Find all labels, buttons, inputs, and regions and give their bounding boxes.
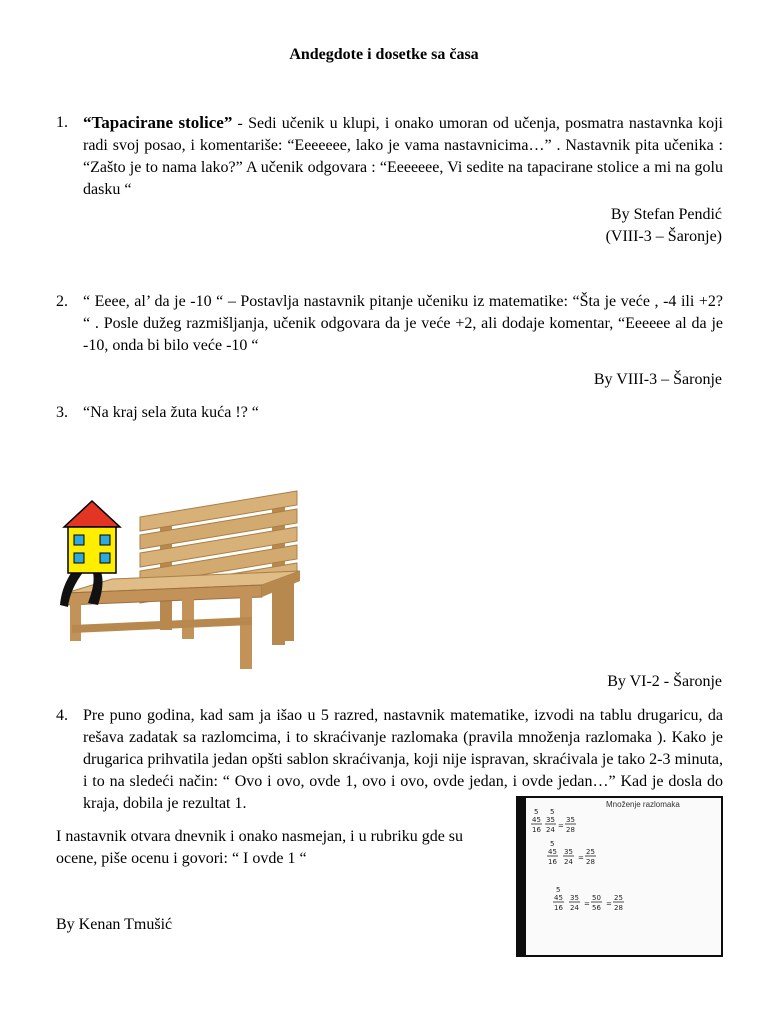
svg-text:35: 35 <box>546 816 555 824</box>
anecdote-1-text <box>83 112 723 201</box>
anecdote-4-continued: I nastavnik otvara dnevnik i onako nasmejan, i u rubriku gde su ocene, piše ocenu i govori: “ I ovde 1 “ <box>56 828 464 867</box>
svg-text:50: 50 <box>592 894 601 902</box>
svg-text:5: 5 <box>550 840 555 848</box>
anecdote-1-title: “Tapacirane stolice” <box>83 113 233 132</box>
svg-text:35: 35 <box>564 848 573 856</box>
anecdote-2 <box>56 291 723 357</box>
item-number: 4. <box>56 707 68 724</box>
svg-text:45: 45 <box>532 816 541 824</box>
svg-text:5: 5 <box>534 808 539 816</box>
anecdote-1 <box>56 112 723 201</box>
svg-text:35: 35 <box>566 816 575 824</box>
anecdote-3 <box>56 402 723 424</box>
svg-text:16: 16 <box>532 826 541 834</box>
item-number: 2. <box>56 293 68 310</box>
whiteboard <box>526 798 721 955</box>
svg-text:35: 35 <box>570 894 579 902</box>
svg-text:25: 25 <box>586 848 595 856</box>
svg-text:=: = <box>558 822 564 830</box>
svg-text:=: = <box>606 900 612 908</box>
svg-text:28: 28 <box>614 904 623 912</box>
byline-2: By VIII-3 – Šaronje <box>593 371 722 388</box>
svg-text:16: 16 <box>554 904 563 912</box>
svg-text:56: 56 <box>592 904 601 912</box>
byline-3: By VI-2 - Šaronje <box>607 673 722 690</box>
page-title: Andegdote i dosetke sa časa <box>289 46 479 63</box>
svg-text:=: = <box>578 854 584 862</box>
byline-1: By Stefan Pendić <box>610 206 722 223</box>
svg-text:25: 25 <box>614 894 623 902</box>
item-number: 3. <box>56 404 68 421</box>
anecdote-3-text: “Na kraj sela žuta kuća !? “ <box>83 404 259 421</box>
svg-text:=: = <box>584 900 590 908</box>
photo-caption: Množenje razlomaka <box>606 800 680 809</box>
handwritten-fractions <box>526 798 721 955</box>
byline-4: By Kenan Tmušić <box>56 916 173 933</box>
fraction-photo <box>516 796 723 957</box>
svg-text:45: 45 <box>554 894 563 902</box>
bench-house-illustration <box>52 475 302 685</box>
svg-text:24: 24 <box>570 904 579 912</box>
anecdote-2-text: “ Eeee, al’ da je -10 “ – Postavlja nastavnik pitanje učeniku iz matematike: “Šta je veće , -4 ili +2? “ . Posle dužeg razmišljanja, učenik odgovara da je veće +2, ali dodaje komentar, “Eeeeee al da je -10, onda bi bilo veće -10 “ <box>83 293 723 354</box>
svg-text:28: 28 <box>586 858 595 866</box>
byline-1-class: (VIII-3 – Šaronje) <box>605 228 722 245</box>
anecdote-1-body: - Sedi učenik u klupi, i onako umoran od učenja, posmatra nastavnka koji radi svoj posao, i komentariše: “Eeeeeee, lako je vama nastavnicima…” . Nastavnik pita učenika : “Zašto je to nama lako?” A učenik odgovara : “Eeeeeee, Vi sedite na tapacirane stolice a mi na golu dasku “ <box>83 115 723 198</box>
svg-text:16: 16 <box>548 858 557 866</box>
svg-text:5: 5 <box>556 886 561 894</box>
svg-text:5: 5 <box>550 808 555 816</box>
svg-text:24: 24 <box>564 858 573 866</box>
item-number: 1. <box>56 114 68 131</box>
svg-text:45: 45 <box>548 848 557 856</box>
svg-text:28: 28 <box>566 826 575 834</box>
anecdote-4-text: Pre puno godina, kad sam ja išao u 5 razred, nastavnik matematike, izvodi na tablu drugaricu, da rešava zadatak sa razlomcima, i to skraćivanje razlomaka (pravila množenja razlomaka ). Kako je drugarica prihvatila jedan opšti sablon skraćivanja, koji nije ispravan, skraćivala je tako 2-3 minuta, i to na sledeći način: “ Ovo i ovo, ovde 1, ovo i ovo, ovde jedan, i ovde jedan…” Kad je dosla do kraja, dobila je rezultat 1. <box>83 707 723 812</box>
svg-text:24: 24 <box>546 826 555 834</box>
